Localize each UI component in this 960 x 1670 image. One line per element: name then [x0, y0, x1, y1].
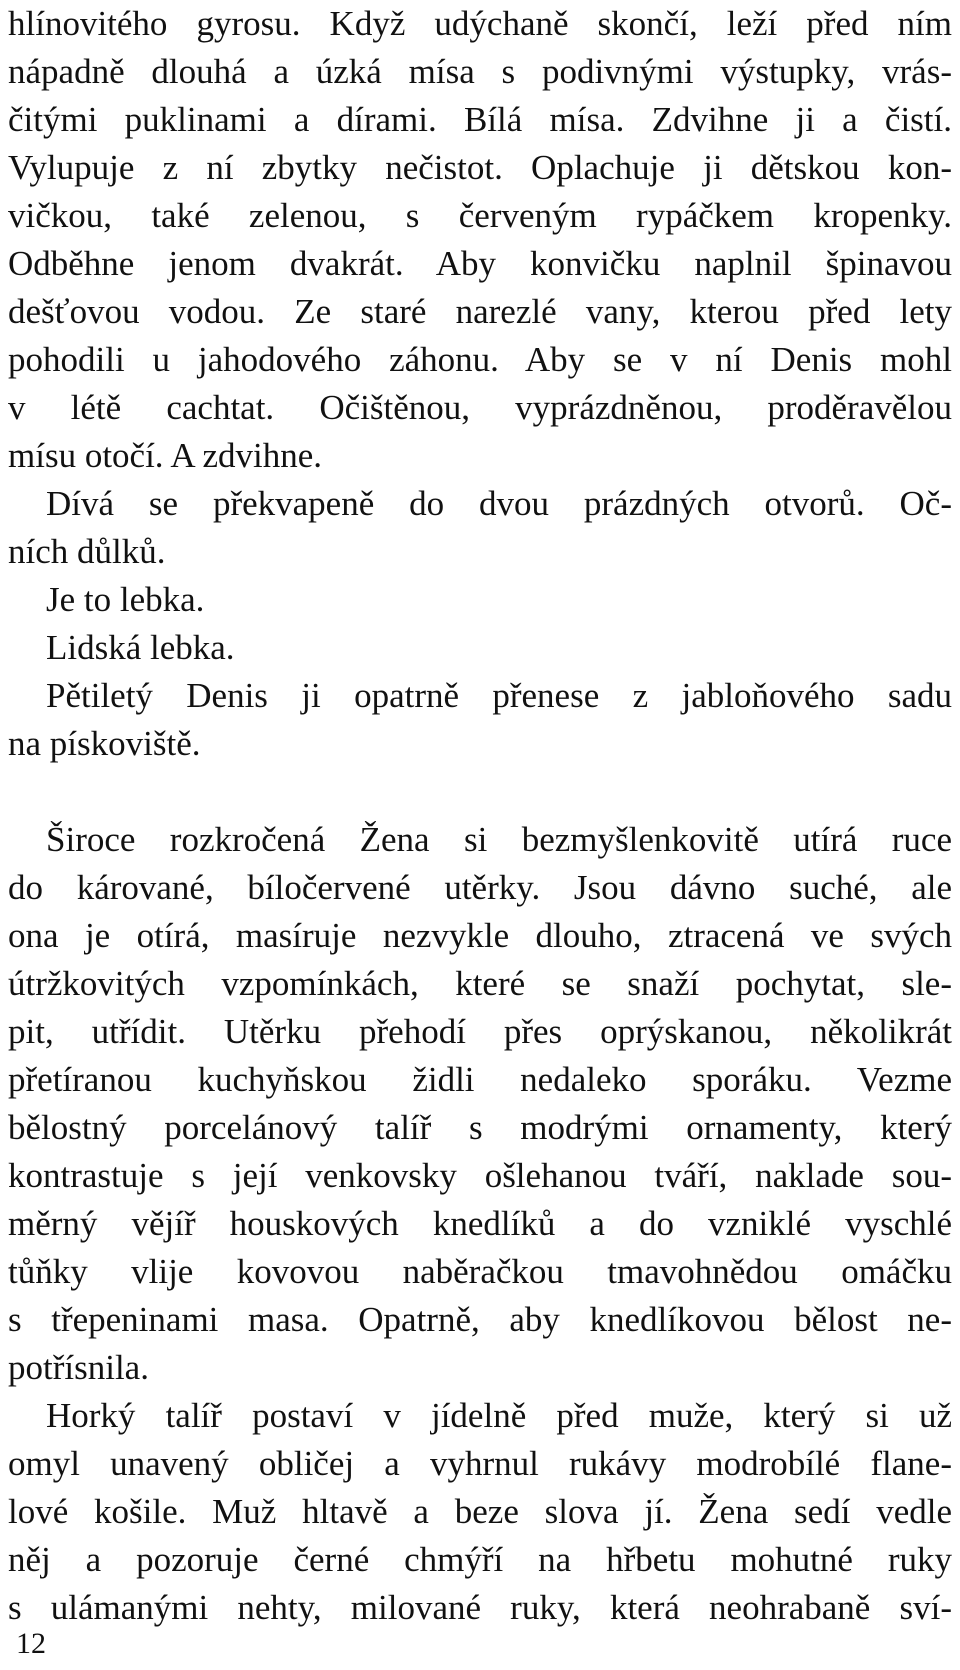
text-line: ona je otírá, masíruje nezvykle dlouho, ztracená ve svých: [8, 916, 952, 955]
text-line: Horký talíř postaví v jídelně před muže, který si už: [46, 1396, 952, 1435]
text-line: Vylupuje z ní zbytky nečistot. Oplachuje ji dětskou kon-: [8, 148, 952, 187]
text-line: Je to lebka.: [46, 580, 205, 619]
text-line: pit, utřídit. Utěrku přehodí přes oprýskanou, několikrát: [8, 1012, 952, 1051]
text-line: mísu otočí. A zdvihne.: [8, 436, 323, 475]
text-line: bělostný porcelánový talíř s modrými ornamenty, který: [8, 1108, 952, 1147]
text-line: dešťovou vodou. Ze staré narezlé vany, kterou před lety: [8, 292, 952, 331]
text-line: s třepeninami masa. Opatrně, aby knedlíkovou bělost ne-: [8, 1300, 952, 1339]
book-page: [8, 0, 952, 1670]
text-line: potřísnila.: [8, 1348, 149, 1387]
text-line: vičkou, také zelenou, s červeným rypáčkem kropenky.: [8, 196, 952, 235]
text-line: tůňky vlije kovovou naběračkou tmavohnědou omáčku: [8, 1252, 952, 1291]
text-line: lové košile. Muž hltavě a beze slova jí. Žena sedí vedle: [8, 1492, 952, 1531]
text-line: čitými puklinami a dírami. Bílá mísa. Zdvihne ji a čistí.: [8, 100, 952, 139]
text-line: s ulámanými nehty, milované ruky, která neohrabaně sví-: [8, 1588, 952, 1627]
text-line: něj a pozoruje černé chmýří na hřbetu mohutné ruky: [8, 1540, 952, 1579]
page-number: 12: [16, 1627, 46, 1660]
text-line: nápadně dlouhá a úzká mísa s podivnými výstupky, vrás-: [8, 52, 952, 91]
text-line: útržkovitých vzpomínkách, které se snaží pochytat, sle-: [8, 964, 952, 1003]
text-line: kontrastuje s její venkovsky ošlehanou tváří, naklade sou-: [8, 1156, 952, 1195]
text-line: ních důlků.: [8, 532, 166, 571]
text-line: přetíranou kuchyňskou židli nedaleko sporáku. Vezme: [8, 1060, 952, 1099]
text-line: měrný vějíř houskových knedlíků a do vzniklé vyschlé: [8, 1204, 952, 1243]
text-line: omyl unavený obličej a vyhrnul rukávy modrobílé flane-: [8, 1444, 952, 1483]
paragraph-gap: [8, 768, 952, 816]
text-line: pohodili u jahodového záhonu. Aby se v ní Denis mohl: [8, 340, 952, 379]
text-line: v létě cachtat. Očištěnou, vyprázdněnou, proděravělou: [8, 388, 952, 427]
text-line: Odběhne jenom dvakrát. Aby konvičku naplnil špinavou: [8, 244, 952, 283]
text-line: hlínovitého gyrosu. Když udýchaně skončí, leží před ním: [8, 4, 952, 43]
text-line: Dívá se překvapeně do dvou prázdných otvorů. Oč-: [46, 484, 952, 523]
text-line: Široce rozkročená Žena si bezmyšlenkovitě utírá ruce: [46, 820, 952, 859]
text-line: do kárované, bíločervené utěrky. Jsou dávno suché, ale: [8, 868, 952, 907]
body-text: [8, 0, 952, 1632]
text-line: Lidská lebka.: [46, 628, 235, 667]
text-line: Pětiletý Denis ji opatrně přenese z jabloňového sadu: [46, 676, 952, 715]
text-line: na pískoviště.: [8, 724, 201, 763]
